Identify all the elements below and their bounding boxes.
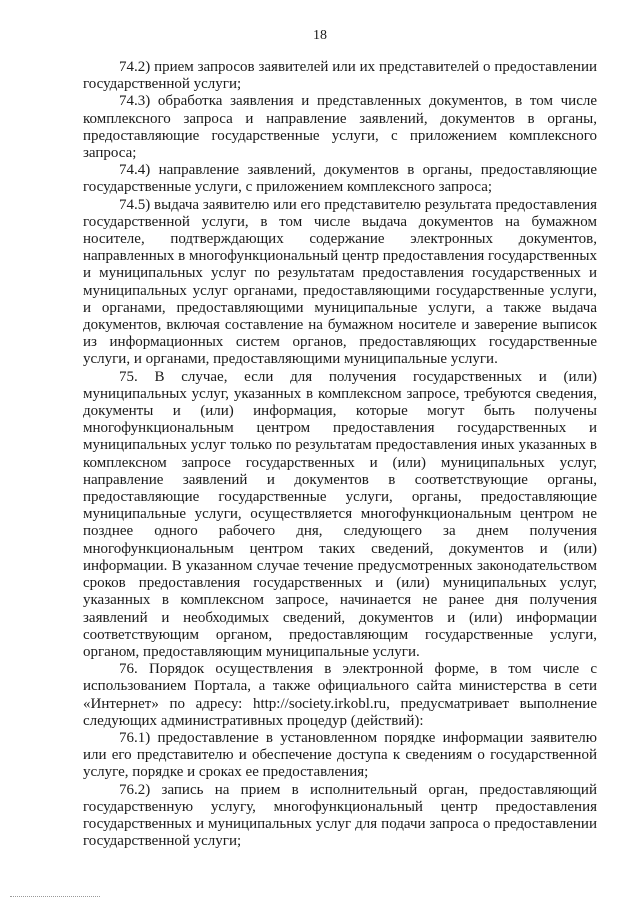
- paragraph-74-3: 74.3) обработка заявления и представленных документов, в том числе комплексного запроса и направление заявлений, документов в органы, предоставляющие государственные услуги, с приложением комплексного запроса;: [83, 93, 597, 162]
- paragraph-76-2: 76.2) запись на прием в исполнительный орган, предоставляющий государственную услугу, многофункциональный центр предоставления государственных и муниципальных услуг для подачи запроса о предоставлении государственной услуги;: [83, 781, 597, 850]
- paragraph-76: 76. Порядок осуществления в электронной форме, в том числе с использованием Портала, а также официального сайта министерства в сети «Интернет» по адресу: http://society.irkobl.ru, предусматривает выполнение следующих административных процедур (действий):: [83, 661, 597, 729]
- document-body: [83, 59, 597, 850]
- paragraph-74-4: 74.4) направление заявлений, документов в органы, предоставляющие государственные услуги, с приложением комплексного запроса;: [83, 162, 597, 196]
- paragraph-74-2: 74.2) прием запросов заявителей или их представителей о предоставлении государственной услуги;: [83, 59, 597, 93]
- paragraph-75: 75. В случае, если для получения государственных и (или) муниципальных услуг, указанных в комплексном запросе, требуются сведения, документы и (или) информация, которые могут быть получены многофункциональным центром предоставления государственных и муниципальных услуг только по результатам предоставления иных указанных в комплексном запросе государственных и (или) муниципальных услуг, направление заявлений и документов в соответствующие органы, предоставляющие государственные услуги, органы, предоставляющие муниципальные услуги, осуществляется многофункциональным центром не позднее одного рабочего дня, следующего за днем получения многофункциональным центром таких сведений, документов и (или) информации. В указанном случае течение предусмотренных законодательством сроков предоставления государственных и (или) муниципальных услуг, указанных в комплексном запросе, начинается не ранее дня получения заявлений и необходимых сведений, документов и (или) информации соответствующим органом, предоставляющим государственные услуги, органом, предоставляющим муниципальные услуги.: [83, 368, 597, 660]
- paragraph-74-5: 74.5) выдача заявителю или его представителю результата предоставления государственной услуги, в том числе выдача документов на бумажном носителе, подтверждающих содержание электронных документов, направленных в многофункциональный центр предоставления государственных и муниципальных услуг по результатам предоставления государственных и муниципальных услуг органами, предоставляющими государственные услуги, и органами, предоставляющими муниципальные услуги, а также выдача документов, включая составление на бумажном носителе и заверение выписок из информационных систем органов, предоставляющих государственные услуги, и органами, предоставляющими муниципальные услуги.: [83, 196, 597, 368]
- paragraph-76-1: 76.1) предоставление в установленном порядке информации заявителю или его представителю и обеспечение доступа к сведениям о государственной услуге, порядке и сроках ее предоставления;: [83, 729, 597, 781]
- footer-divider: [10, 896, 100, 897]
- page-number: 18: [313, 28, 327, 43]
